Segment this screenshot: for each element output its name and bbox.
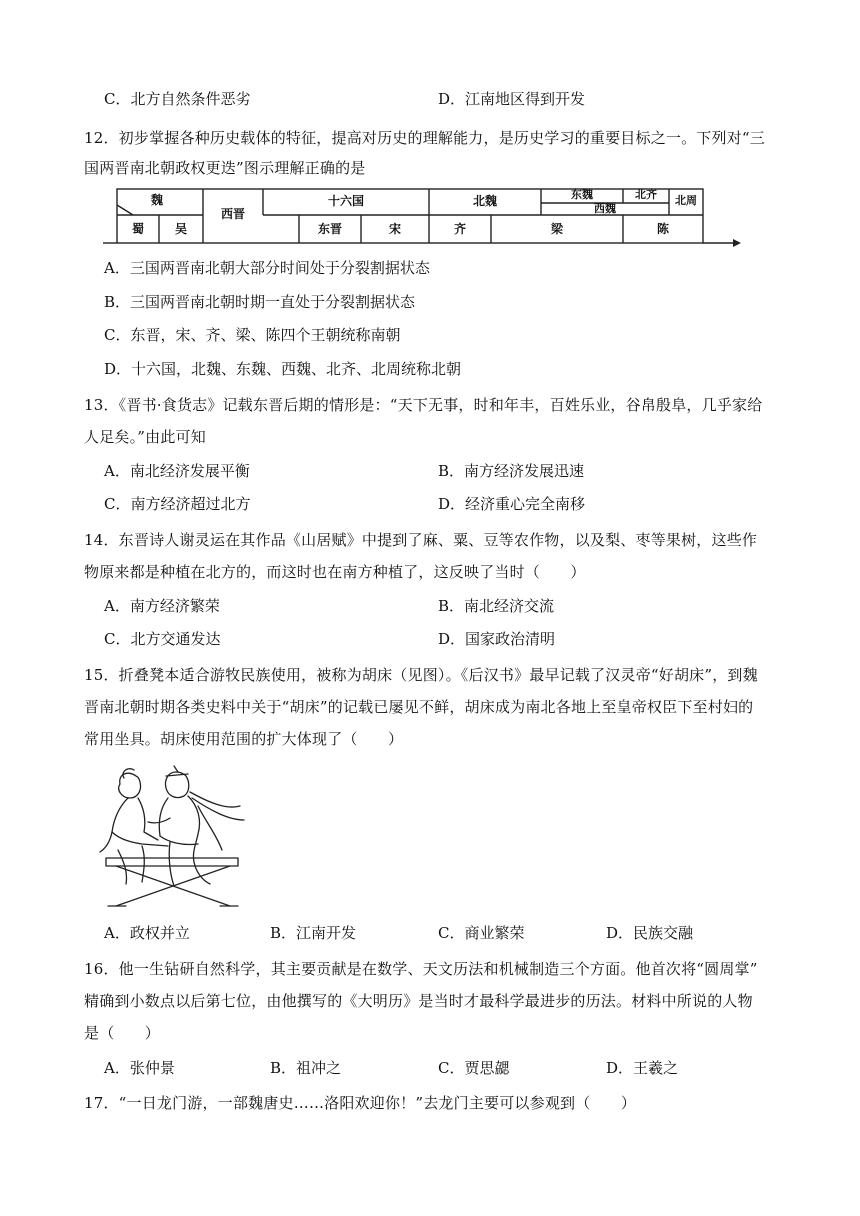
- q16-stem-line2: 精确到小数点以后第七位，由他撰写的《大明历》是当时才最科学最进步的历法。材料中所说的人物: [84, 992, 753, 1010]
- timeline-label-xiwei: 西魏: [594, 202, 616, 215]
- timeline-label-wei: 魏: [150, 193, 163, 207]
- q11-option-c: C．北方自然条件恶劣: [104, 90, 251, 108]
- q13-option-d: D．经济重心完全南移: [438, 495, 586, 513]
- q11-option-d: D．江南地区得到开发: [438, 90, 586, 108]
- q15-stem-line3: 常用坐具。胡床使用范围的扩大体现了（ ）: [84, 730, 404, 748]
- timeline-label-wu: 吴: [174, 222, 187, 236]
- timeline-label-beiqi: 北齐: [635, 188, 657, 201]
- q12-option-c: C．东晋，宋、齐、梁、陈四个王朝统称南朝: [104, 326, 401, 344]
- q16-option-b: B．祖冲之: [270, 1059, 342, 1077]
- q16-stem-line1: 16．他一生钻研自然科学，其主要贡献是在数学、天文历法和机械制造三个方面。他首次将“圆周掌”: [84, 960, 758, 978]
- dynasty-timeline-diagram: [103, 185, 743, 247]
- hu-bed-illustration: [98, 762, 250, 910]
- q15-stem-line1: 15．折叠凳本适合游牧民族使用，被称为胡床（见图）。《后汉书》最早记载了汉灵帝“好胡床”，到魏: [84, 666, 758, 684]
- q12-stem-line2: 国两晋南北朝政权更迭”图示理解正确的是: [84, 159, 366, 177]
- q17-stem-line1: 17．“一日龙门游，一部魏唐史……洛阳欢迎你！”去龙门主要可以参观到（ ）: [84, 1094, 637, 1112]
- q14-option-a: A．南方经济繁荣: [104, 597, 220, 615]
- q12-option-d: D．十六国，北魏、东魏、西魏、北齐、北周统称北朝: [104, 360, 462, 378]
- timeline-label-beizhou: 北周: [675, 194, 697, 207]
- q12-option-a: A．三国两晋南北朝大部分时间处于分裂割据状态: [104, 259, 430, 277]
- q16-stem-line3: 是（ ）: [84, 1024, 161, 1042]
- q16-option-c: C．贾思勰: [438, 1059, 510, 1077]
- q14-stem-line1: 14．东晋诗人谢灵运在其作品《山居赋》中提到了麻、粟、豆等农作物，以及梨、枣等果树，这些作: [84, 531, 758, 549]
- q13-option-a: A．南北经济发展平衡: [104, 462, 250, 480]
- q14-option-b: B．南北经济交流: [438, 597, 555, 615]
- timeline-label-beiwei: 北魏: [472, 194, 497, 208]
- timeline-label-shiliuguo: 十六国: [327, 194, 364, 208]
- timeline-label-dongjin: 东晋: [317, 222, 342, 236]
- timeline-label-qi: 齐: [453, 222, 466, 236]
- q15-option-b: B．江南开发: [270, 924, 357, 942]
- q16-option-a: A．张仲景: [104, 1059, 175, 1077]
- q15-option-d: D．民族交融: [606, 924, 694, 942]
- q15-option-a: A．政权并立: [104, 924, 190, 942]
- q13-stem-line1: 13．《晋书·食货志》记载东晋后期的情形是：“天下无事，时和年丰，百姓乐业，谷帛殷阜，几乎家给: [84, 396, 763, 414]
- q13-option-c: C．南方经济超过北方: [104, 495, 251, 513]
- timeline-label-chen: 陈: [656, 222, 669, 236]
- q14-option-c: C．北方交通发达: [104, 630, 221, 648]
- q13-stem-line2: 人足矣。”由此可知: [84, 428, 206, 446]
- q12-option-b: B．三国两晋南北朝时期一直处于分裂割据状态: [104, 293, 416, 311]
- q15-option-c: C．商业繁荣: [438, 924, 525, 942]
- q16-option-d: D．王羲之: [606, 1059, 679, 1077]
- timeline-label-liang: 梁: [550, 222, 563, 236]
- q13-option-b: B．南方经济发展迅速: [438, 462, 585, 480]
- timeline-label-xijin: 西晋: [220, 207, 245, 221]
- q14-option-d: D．国家政治清明: [438, 630, 556, 648]
- q12-stem-line1: 12．初步掌握各种历史载体的特征，提高对历史的理解能力，是历史学习的重要目标之一。下列对“三: [84, 129, 765, 147]
- timeline-label-shu: 蜀: [131, 222, 144, 236]
- timeline-label-dongwei: 东魏: [571, 188, 593, 201]
- q14-stem-line2: 物原来都是种植在北方的，而这时也在南方种植了，这反映了当时（ ）: [84, 563, 586, 581]
- timeline-label-song: 宋: [388, 222, 401, 236]
- q15-stem-line2: 晋南北朝时期各类史料中关于“胡床”的记载已屡见不鲜，胡床成为南北各地上至皇帝权臣下至村妇的: [84, 698, 754, 716]
